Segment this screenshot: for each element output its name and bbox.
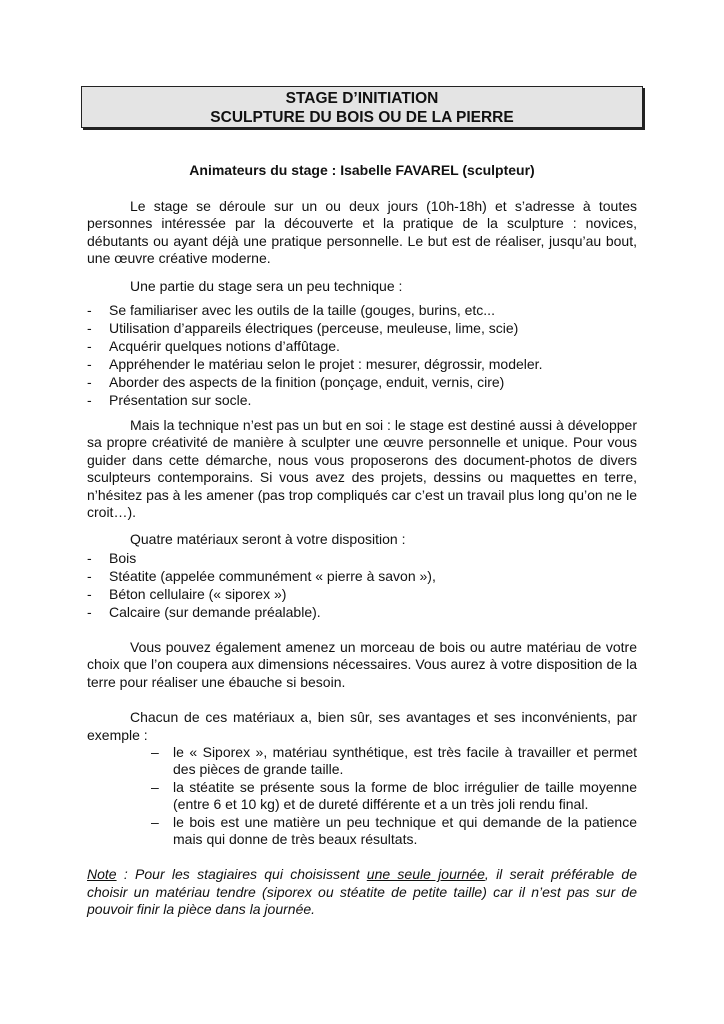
list-item: - Se familiariser avec les outils de la taille (gouges, burins, etc...	[87, 302, 495, 319]
list-item: - Béton cellulaire (« siporex »)	[87, 585, 287, 602]
list-item: - Stéatite (appelée communément « pierre à savon »),	[87, 567, 436, 584]
advantages-list	[87, 744, 637, 848]
animateurs-line: Animateurs du stage : Isabelle FAVAREL (sculpteur)	[189, 162, 535, 178]
document-body	[87, 161, 637, 919]
note-underlined: une seule journée	[366, 866, 485, 883]
technique-list	[87, 301, 637, 409]
list-item: - Calcaire (sur demande préalable).	[87, 603, 321, 620]
list-item: – la stéatite se présente sous la forme de bloc irrégulier de taille moyenne (entre 6 et 10 kg) et de dureté différente et a un très joli rendu final.	[151, 778, 637, 813]
title-box	[81, 86, 643, 128]
technique-paragraph: Mais la technique n’est pas un but en soi : le stage est destiné aussi à développer sa propre créativité de manière à sculpter une œuvre personnelle et unique. Pour vous guider dans cette démarche, nous vous proposerons des document-photos de divers sculpteurs contemporains. Si vous avez des projets, dessins ou maquettes en terre, n’hésitez pas à les amener (pas trop compliqués car c’est un travail plus long qu’on ne le croit…).	[87, 417, 637, 521]
technique-intro: Une partie du stage sera un peu technique :	[130, 277, 403, 294]
note-label: Note	[87, 866, 117, 883]
list-item: - Utilisation d’appareils électriques (perceuse, meuleuse, lime, scie)	[87, 320, 519, 337]
list-item: - Appréhender le matériau selon le projet : mesurer, dégrossir, modeler.	[87, 356, 543, 373]
advantages-intro: Chacun de ces matériaux a, bien sûr, ses avantages et ses inconvénients, par exemple :	[87, 709, 637, 743]
own-material-paragraph: Vous pouvez également amenez un morceau de bois ou autre matériau de votre choix que l’on coupera aux dimensions nécessaires. Vous aurez à votre disposition de la terre pour réaliser une ébauche si besoin.	[87, 638, 637, 690]
intro-paragraph: Le stage se déroule sur un ou deux jours (10h-18h) et s’adresse à toutes personnes intéressée par la découverte et la pratique de la sculpture : novices, débutants ou ayant déjà une pratique personnelle. Le but est de réaliser, jusqu’au bout, une œuvre créative moderne.	[87, 198, 637, 267]
note-paragraph: Note : Pour les stagiaires qui choisissent une seule journée, il serait préférable de choisir un matériau tendre (siporex ou stéatite de petite taille) car il n’est pas sur de pouvoir finir la pièce dans la journée.	[87, 866, 637, 918]
materials-list	[87, 549, 637, 621]
list-item: - Acquérir quelques notions d’affûtage.	[87, 338, 340, 355]
list-item: - Bois	[87, 549, 137, 566]
materials-intro: Quatre matériaux seront à votre disposition :	[130, 531, 406, 548]
title-line-2: SCULPTURE DU BOIS OU DE LA PIERRE	[210, 109, 514, 126]
list-item: - Aborder des aspects de la finition (ponçage, enduit, vernis, cire)	[87, 374, 505, 391]
list-item: – le bois est une matière un peu technique et qui demande de la patience mais qui donne de très beaux résultats.	[151, 813, 637, 847]
list-item: – le « Siporex », matériau synthétique, est très facile à travailler et permet des pièces de grande taille.	[151, 743, 637, 778]
title-line-1: STAGE D’INITIATION	[285, 90, 439, 107]
list-item: - Présentation sur socle.	[87, 392, 252, 409]
